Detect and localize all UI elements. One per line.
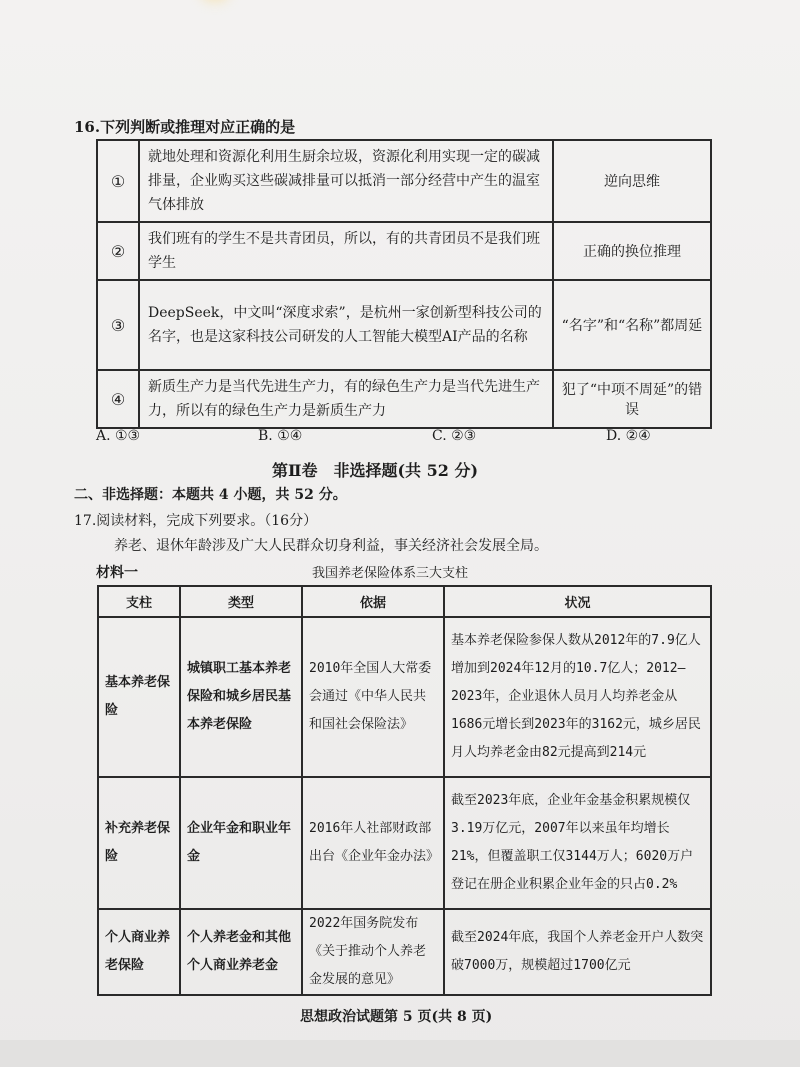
table-row: [98, 777, 711, 909]
question-16-stem: 16.下列判断或推理对应正确的是: [74, 118, 296, 136]
section-title: 第Ⅱ卷 非选择题(共 52 分): [272, 461, 479, 480]
light-glare: [200, 0, 230, 2]
question-16-table: [96, 139, 712, 429]
statement-text: 就地处理和资源化利用生厨余垃圾，资源化利用实现一定的碳减排量，企业购买这些碳减排量可以抵消一部分经营中产生的温室气体排放: [139, 140, 553, 222]
option-a: A. ①③: [96, 428, 141, 444]
basis-cell: 2010年全国人大常委会通过《中华人民共和国社会保险法》: [302, 617, 444, 777]
pension-pillars-table: [97, 585, 712, 996]
part-heading: 二、非选择题：本题共 4 小题，共 52 分。: [74, 487, 347, 503]
option-c: C. ②③: [432, 428, 477, 444]
row-number: ③: [97, 280, 139, 370]
type-cell: 个人养老金和其他个人商业养老金: [180, 909, 302, 995]
table-header-row: [98, 586, 711, 617]
judgment-text: 逆向思维: [553, 140, 711, 222]
row-number: ④: [97, 370, 139, 428]
option-b: B. ①④: [258, 428, 303, 444]
judgment-text: 犯了“中项不周延”的错误: [553, 370, 711, 428]
option-d: D. ②④: [606, 428, 651, 444]
table-row: [97, 222, 711, 280]
table-row: [98, 909, 711, 995]
pillar-cell: 补充养老保险: [98, 777, 180, 909]
pillar-cell: 个人商业养老保险: [98, 909, 180, 995]
question-17-stem: 17.阅读材料，完成下列要求。（16分）: [74, 513, 318, 529]
type-cell: 企业年金和职业年金: [180, 777, 302, 909]
table-row: [97, 140, 711, 222]
pillar-cell: 基本养老保险: [98, 617, 180, 777]
basis-cell: 2022年国务院发布《关于推动个人养老金发展的意见》: [302, 909, 444, 995]
row-number: ②: [97, 222, 139, 280]
page-footer: 思想政治试题第 5 页(共 8 页): [300, 1009, 493, 1025]
column-header: 支柱: [98, 586, 180, 617]
status-cell: 截至2023年底，企业年金基金积累规模仅3.19万亿元，2007年以来虽年均增长21%，但覆盖职工仅3144万人；6020万户登记在册企业积累企业年金的只占0.2%: [444, 777, 711, 909]
statement-text: DeepSeek，中文叫“深度求索”，是杭州一家创新型科技公司的名字，也是这家科技公司研发的人工智能大模型AI产品的名称: [139, 280, 553, 370]
table-title: 我国养老保险体系三大支柱: [312, 566, 469, 581]
column-header: 状况: [444, 586, 711, 617]
column-header: 依据: [302, 586, 444, 617]
page-bottom-shadow: [0, 1040, 800, 1067]
judgment-text: “名字”和“名称”都周延: [553, 280, 711, 370]
statement-text: 我们班有的学生不是共青团员，所以，有的共青团员不是我们班学生: [139, 222, 553, 280]
material-label: 材料一: [96, 565, 138, 581]
table-row: [97, 370, 711, 428]
table-row: [97, 280, 711, 370]
statement-text: 新质生产力是当代先进生产力，有的绿色生产力是当代先进生产力，所以有的绿色生产力是新质生产力: [139, 370, 553, 428]
basis-cell: 2016年人社部财政部出台《企业年金办法》: [302, 777, 444, 909]
column-header: 类型: [180, 586, 302, 617]
type-cell: 城镇职工基本养老保险和城乡居民基本养老保险: [180, 617, 302, 777]
status-cell: 基本养老保险参保人数从2012年的7.9亿人增加到2024年12月的10.7亿人；2012—2023年，企业退休人员月人均养老金从1686元增长到2023年的3162元，城乡居民月人均养老金由82元提高到214元: [444, 617, 711, 777]
status-cell: 截至2024年底，我国个人养老金开户人数突破7000万，规模超过1700亿元: [444, 909, 711, 995]
row-number: ①: [97, 140, 139, 222]
table-row: [98, 617, 711, 777]
question-17-intro: 养老、退休年龄涉及广大人民群众切身利益，事关经济社会发展全局。: [114, 538, 548, 554]
judgment-text: 正确的换位推理: [553, 222, 711, 280]
